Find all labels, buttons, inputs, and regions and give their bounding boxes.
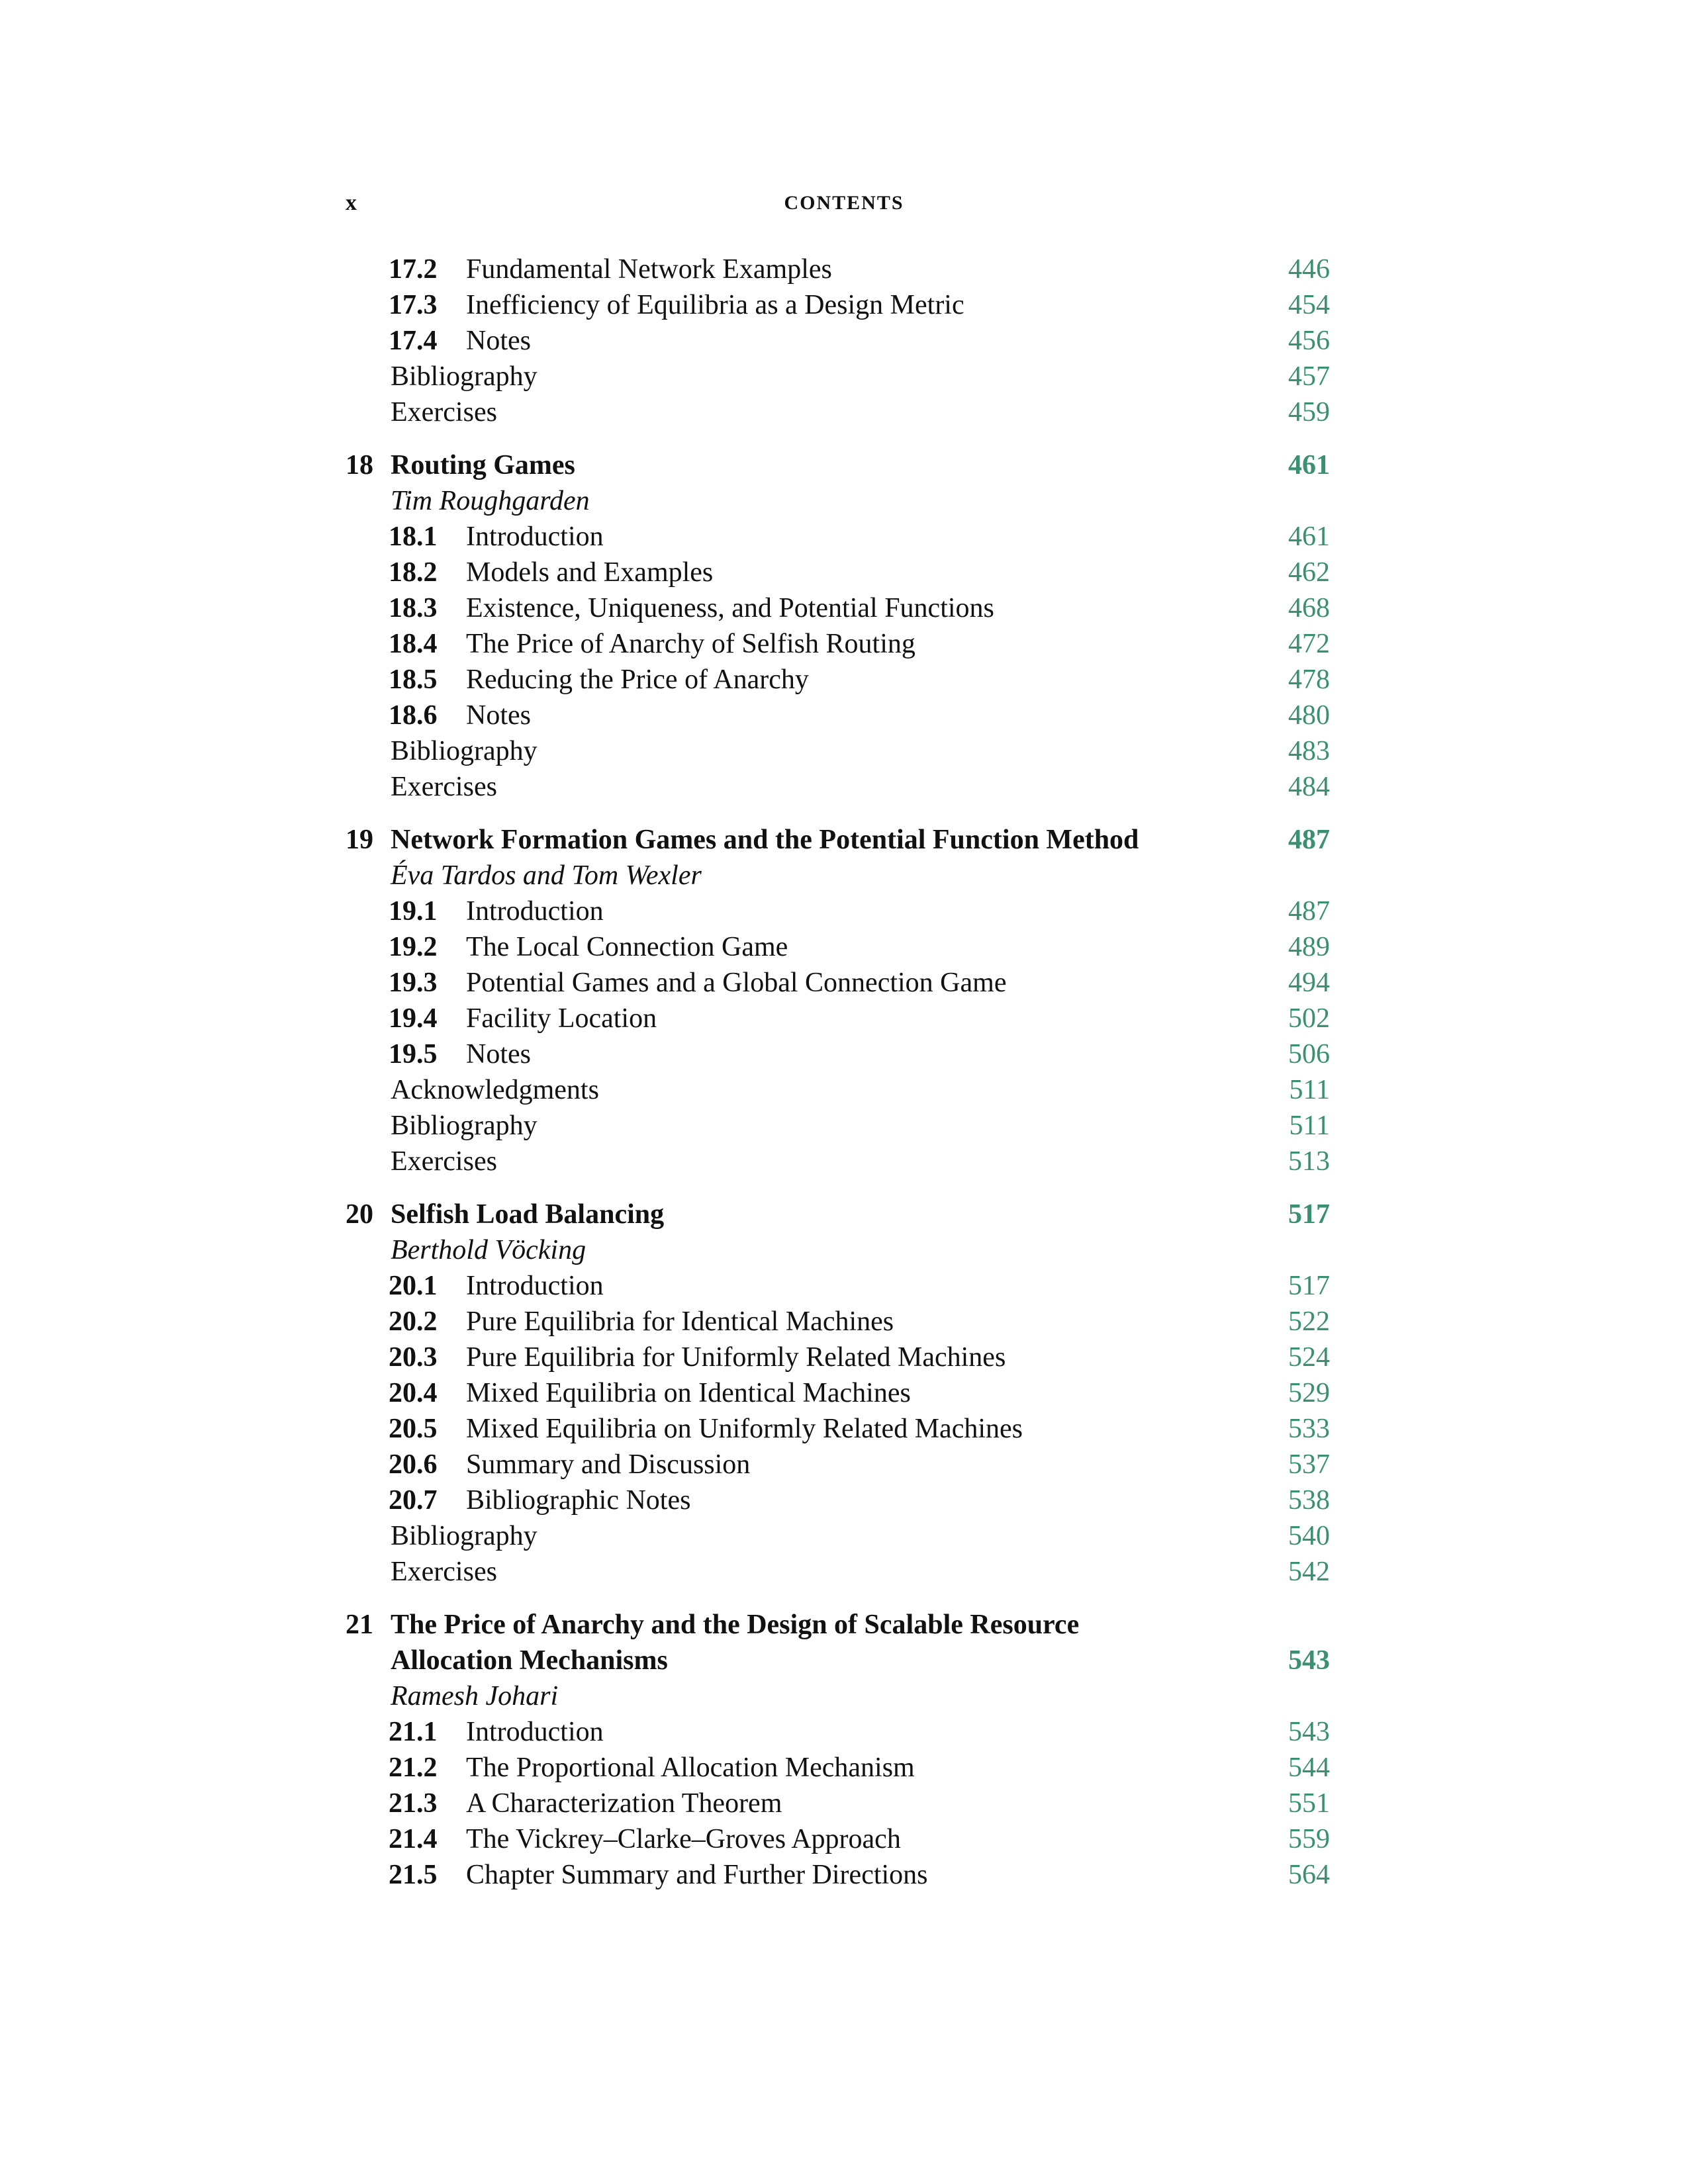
toc-section-row[interactable] [0,1268,1688,1304]
page-number: 461 [1288,450,1330,480]
running-head [0,187,1688,220]
section-title: Mixed Equilibria on Identical Machines [466,1378,911,1408]
section-number: 20.3 [389,1342,438,1373]
chapter-title: Selfish Load Balancing [391,1199,665,1230]
toc-section-row[interactable] [0,626,1688,662]
page-number: 459 [1288,397,1330,428]
page-number: 511 [1289,1111,1330,1141]
page-number: 543 [1288,1717,1330,1747]
page-number: 478 [1288,664,1330,695]
section-title: Facility Location [466,1003,657,1034]
toc-section-row[interactable] [0,698,1688,733]
section-number: 20.4 [389,1378,438,1408]
page-number: 564 [1288,1860,1330,1890]
section-number: 21.3 [389,1788,438,1819]
section-title: A Characterization Theorem [466,1788,782,1819]
section-title: Introduction [466,522,604,552]
toc-section-row[interactable] [0,1304,1688,1340]
toc-backmatter-row[interactable] [0,769,1688,805]
toc-section-row[interactable] [0,1375,1688,1411]
section-title: Introduction [466,896,604,927]
section-title: Notes [466,700,531,731]
section-title: The Vickrey–Clarke–Groves Approach [466,1824,901,1854]
toc-section-row[interactable] [0,662,1688,698]
page-number: 529 [1288,1378,1330,1408]
section-number: 20.6 [389,1449,438,1480]
toc-author-row[interactable] [0,1678,1688,1714]
chapter-number: 19 [346,825,373,855]
toc-backmatter-row[interactable] [0,733,1688,769]
section-title: Inefficiency of Equilibria as a Design Metric [466,290,964,320]
chapter-author: Éva Tardos and Tom Wexler [391,860,702,891]
toc-section-row[interactable] [0,1786,1688,1821]
toc-section-row[interactable] [0,287,1688,323]
section-title: Notes [466,326,531,356]
toc-chapter-row[interactable] [0,1607,1688,1643]
page-number: 487 [1288,825,1330,855]
toc-chapter-cont-row[interactable] [0,1643,1688,1678]
section-number: 19.5 [389,1039,438,1069]
section-number: 20.7 [389,1485,438,1516]
section-number: 21.1 [389,1717,438,1747]
page-number: 457 [1288,361,1330,392]
section-title: The Price of Anarchy of Selfish Routing [466,629,915,659]
section-number: 17.4 [389,326,438,356]
page-number: 517 [1288,1271,1330,1301]
toc-section-row[interactable] [0,590,1688,626]
section-title: Introduction [466,1271,604,1301]
chapter-number: 20 [346,1199,373,1230]
toc-backmatter-row[interactable] [0,359,1688,394]
section-number: 18.4 [389,629,438,659]
section-number: 18.6 [389,700,438,731]
backmatter-title: Exercises [391,772,497,802]
section-title: Bibliographic Notes [466,1485,691,1516]
toc-section-row[interactable] [0,929,1688,965]
section-title: Models and Examples [466,557,714,588]
page-number: 472 [1288,629,1330,659]
toc-backmatter-row[interactable] [0,1108,1688,1144]
section-title: Introduction [466,1717,604,1747]
toc-author-row[interactable] [0,858,1688,893]
page-folio: x [346,191,357,215]
page-number: 468 [1288,593,1330,623]
page-number: 533 [1288,1414,1330,1444]
toc-section-row[interactable] [0,1857,1688,1893]
section-title: Mixed Equilibria on Uniformly Related Machines [466,1414,1023,1444]
toc-author-row[interactable] [0,483,1688,519]
page-number: 456 [1288,326,1330,356]
section-number: 18.2 [389,557,438,588]
toc-section-row[interactable] [0,1821,1688,1857]
toc-section-row[interactable] [0,1001,1688,1036]
chapter-title: The Price of Anarchy and the Design of Scalable Resource [391,1610,1080,1640]
page-number: 513 [1288,1146,1330,1177]
running-title: CONTENTS [784,192,904,214]
section-number: 18.5 [389,664,438,695]
toc-section-row[interactable] [0,893,1688,929]
toc-section-row[interactable] [0,519,1688,555]
section-number: 20.2 [389,1306,438,1337]
backmatter-title: Bibliography [391,736,538,766]
section-number: 21.2 [389,1752,438,1783]
toc-chapter-row[interactable] [0,447,1688,483]
page-number: 544 [1288,1752,1330,1783]
toc-section-row[interactable] [0,1482,1688,1518]
page-number: 522 [1288,1306,1330,1337]
section-number: 19.4 [389,1003,438,1034]
page-number: 540 [1288,1521,1330,1551]
toc-section-row[interactable] [0,965,1688,1001]
section-title: Reducing the Price of Anarchy [466,664,809,695]
backmatter-title: Exercises [391,1557,497,1587]
page-number: 524 [1288,1342,1330,1373]
toc-section-row[interactable] [0,1447,1688,1482]
section-title: Notes [466,1039,531,1069]
section-number: 20.1 [389,1271,438,1301]
section-number: 19.1 [389,896,438,927]
page-number: 489 [1288,932,1330,962]
section-title: Pure Equilibria for Uniformly Related Machines [466,1342,1006,1373]
chapter-cont-title: Allocation Mechanisms [391,1645,668,1676]
page-number: 446 [1288,254,1330,285]
chapter-author: Berthold Vöcking [391,1235,586,1265]
section-number: 17.3 [389,290,438,320]
backmatter-title: Bibliography [391,1111,538,1141]
page-number: 511 [1289,1075,1330,1105]
chapter-number: 21 [346,1610,373,1640]
page-number: 494 [1288,968,1330,998]
page-number: 454 [1288,290,1330,320]
toc-chapter-row[interactable] [0,822,1688,858]
section-title: Fundamental Network Examples [466,254,832,285]
chapter-title: Routing Games [391,450,575,480]
backmatter-title: Acknowledgments [391,1075,599,1105]
page-number: 543 [1288,1645,1330,1676]
page-number: 502 [1288,1003,1330,1034]
section-number: 17.2 [389,254,438,285]
section-title: Existence, Uniqueness, and Potential Functions [466,593,994,623]
toc-section-row[interactable] [0,251,1688,287]
toc-backmatter-row[interactable] [0,1554,1688,1590]
section-number: 18.1 [389,522,438,552]
backmatter-title: Bibliography [391,361,538,392]
toc-section-row[interactable] [0,1036,1688,1072]
chapter-number: 18 [346,450,373,480]
toc-section-row[interactable] [0,1411,1688,1447]
section-number: 19.2 [389,932,438,962]
page-number: 506 [1288,1039,1330,1069]
chapter-title: Network Formation Games and the Potential Function Method [391,825,1139,855]
toc-section-row[interactable] [0,1714,1688,1750]
section-title: The Proportional Allocation Mechanism [466,1752,915,1783]
backmatter-title: Exercises [391,397,497,428]
section-number: 21.5 [389,1860,438,1890]
chapter-author: Ramesh Johari [391,1681,559,1711]
toc-chapter-row[interactable] [0,1197,1688,1232]
section-title: Potential Games and a Global Connection Game [466,968,1007,998]
section-title: Summary and Discussion [466,1449,751,1480]
page-number: 487 [1288,896,1330,927]
section-title: The Local Connection Game [466,932,788,962]
toc-section-row[interactable] [0,1340,1688,1375]
section-number: 20.5 [389,1414,438,1444]
page-number: 517 [1288,1199,1330,1230]
toc-section-row[interactable] [0,1750,1688,1786]
toc-backmatter-row[interactable] [0,1144,1688,1179]
backmatter-title: Exercises [391,1146,497,1177]
section-number: 18.3 [389,593,438,623]
page-number: 537 [1288,1449,1330,1480]
page-number: 461 [1288,522,1330,552]
table-of-contents [0,251,1688,1893]
toc-backmatter-row[interactable] [0,1518,1688,1554]
page-number: 483 [1288,736,1330,766]
page-number: 559 [1288,1824,1330,1854]
toc-section-row[interactable] [0,323,1688,359]
section-number: 21.4 [389,1824,438,1854]
page-number: 484 [1288,772,1330,802]
toc-section-row[interactable] [0,555,1688,590]
page-number: 542 [1288,1557,1330,1587]
page-number: 462 [1288,557,1330,588]
section-title: Chapter Summary and Further Directions [466,1860,928,1890]
chapter-author: Tim Roughgarden [391,486,590,516]
toc-backmatter-row[interactable] [0,1072,1688,1108]
backmatter-title: Bibliography [391,1521,538,1551]
page-number: 551 [1288,1788,1330,1819]
page-number: 480 [1288,700,1330,731]
page-number: 538 [1288,1485,1330,1516]
toc-author-row[interactable] [0,1232,1688,1268]
toc-backmatter-row[interactable] [0,394,1688,430]
section-number: 19.3 [389,968,438,998]
section-title: Pure Equilibria for Identical Machines [466,1306,894,1337]
